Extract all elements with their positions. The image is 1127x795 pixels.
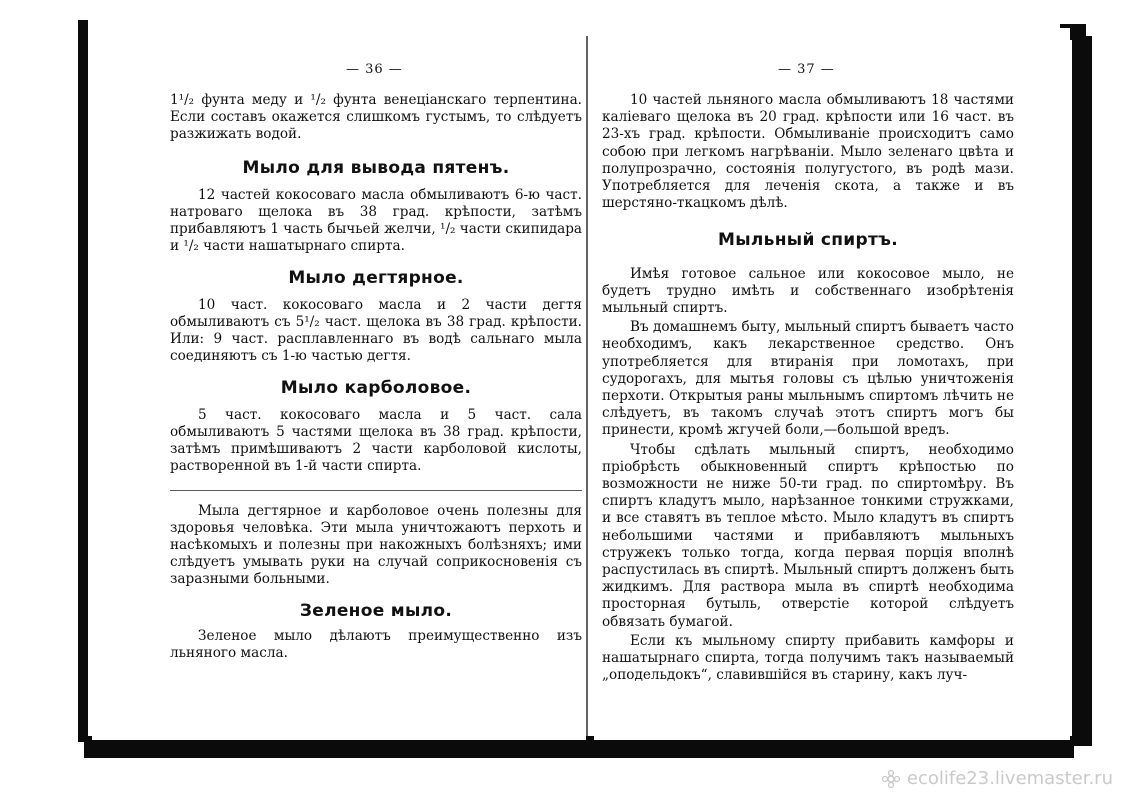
section-text: 5 част. кокосоваго масла и 5 част. сала обмыливаютъ 5 частями щелока въ 38 град. крѣпости, затѣмъ примѣшиваютъ 2 части карболовой кислоты, растворенной въ 1-й части спирта. xyxy=(170,406,582,475)
page-number-right: — 37 — xyxy=(778,62,835,77)
paragraph: Чтобы сдѣлать мыльный спиртъ, необходимо пріобрѣсть обыкновенный спиртъ крѣпостью по возможности не ниже 50-ти град. по спиртомѣру. Въ спиртъ кладутъ мыло, нарѣзанное тонкими стружками, и все ставятъ въ теплое мѣсто. Мыло кладутъ въ спиртъ небольшими частями и прибавляютъ мыльныхъ стружекъ только тогда, когда первая порція вполнѣ распустилась въ спиртѣ. Мыльный спиртъ долженъ быть жидкимъ. Для раствора мыла въ спиртѣ необходима просторная бутыль, отверстіе которой слѣдуетъ обвязать бумагой. xyxy=(602,441,1014,630)
paragraph: Въ домашнемъ быту, мыльный спиртъ бываетъ часто необходимъ, какъ лекарственное средство. Онъ употребляется для втиранія при ломотахъ, при судорогахъ, для мытья головы съ цѣлью уничтоженія перхоти. Открытыя раны мыльнымъ спиртомъ лѣчить не слѣдуетъ, въ такомъ случаѣ этотъ спиртъ могъ бы принести, кромѣ жгучей боли,—большой вредъ. xyxy=(602,319,1014,439)
section-text: 12 частей кокосоваго масла обмыливаютъ 6-ю част. натроваго щелока въ 38 град. крѣпости, затѣмъ прибавляютъ 1 часть бычьей желчи, ¹/₂ части скипидара и ¹/₂ части нашатырнаго спирта. xyxy=(170,186,582,255)
left-intro-text: 1¹/₂ фунта меду и ¹/₂ фунта венеціанскаго терпентина. Если составъ окажется слишкомъ густымъ, то слѣдуетъ разжижать водой. xyxy=(170,92,582,143)
section-text: 10 част. кокосоваго масла и 2 части дегтя обмыливаютъ съ 5¹/₂ част. щелока въ 38 град. крѣпости. Или: 9 част. расплавленнаго въ водѣ сальнаго мыла соединяютъ съ 1-ю частью дегтя. xyxy=(170,296,582,365)
watermark-text: ecolife23.livemaster.ru xyxy=(906,768,1113,789)
flower-icon xyxy=(881,769,901,789)
scan-border-right xyxy=(1072,36,1092,746)
section-title: Мыло дегтярное. xyxy=(288,267,464,288)
section-title: Зеленое мыло. xyxy=(299,600,453,621)
right-column xyxy=(602,92,1014,685)
section-title: Мыло для вывода пятенъ. xyxy=(242,157,510,178)
section-title: Мыльный спиртъ. xyxy=(718,230,898,251)
right-intro-text: 10 частей льняного масла обмыливаютъ 18 частями каліеваго щелока въ 20 град. крѣпости или 16 част. въ 23-хъ град. крѣпости. Обмыливаніе происходитъ само собою при легкомъ нагрѣваніи. Мыло зеленаго цвѣта и полупрозрачно, состоянія полугустого, въ родѣ мази. Употребляется для леченія скота, а также и въ шерстяно-ткацкомъ дѣлѣ. xyxy=(602,92,1014,212)
section-title: Мыло карболовое. xyxy=(280,377,472,398)
watermark xyxy=(881,768,1113,789)
page-number-left: — 36 — xyxy=(346,62,403,77)
left-column xyxy=(170,92,582,662)
section-text: Зеленое мыло дѣлаютъ преимущественно изъ льняного масла. xyxy=(170,627,582,662)
scan-border-left xyxy=(78,20,88,742)
section-divider xyxy=(170,490,582,491)
page-gutter xyxy=(586,36,588,736)
note-text: Мыла дегтярное и карболовое очень полезны для здоровья человѣка. Эти мыла уничтожаютъ перхоть и насѣкомыхъ и полезны при накожныхъ болѣзняхъ; ими слѣдуетъ умывать руки на случай соприкосновенія съ заразными больными. xyxy=(170,502,582,588)
paragraph: Если къ мыльному спирту прибавить камфоры и нашатырнаго спирта, тогда получимъ такъ называемый „оподельдокъ“, славившійся въ старину, какъ луч- xyxy=(602,632,1014,684)
paragraph: Имѣя готовое сальное или кокосовое мыло, не будетъ трудно имѣть и собственнаго изобрѣтенія мыльный спиртъ. xyxy=(602,265,1014,317)
